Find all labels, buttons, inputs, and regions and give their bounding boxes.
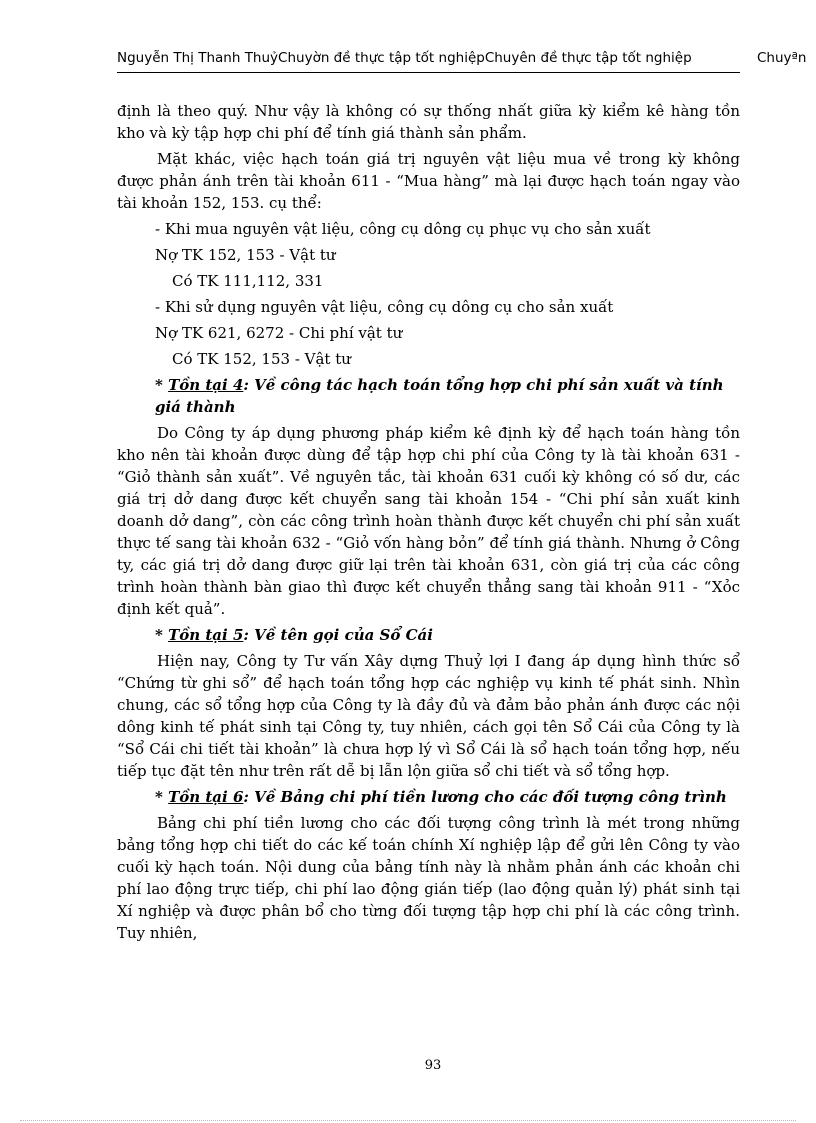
section-5-prefix: * [155, 626, 169, 644]
section-6-label: Tồn tại 6 [168, 788, 244, 806]
section-4-body: Do Công ty áp dụng phương pháp kiểm kê định kỳ để hạch toán hàng tồn kho nên tài khoản được dùng để tập hợp chi phí của Công ty là tài khoản 631 - “Giỏ thành sản xuất”. Về nguyên tắc, tài khoản 631 cuối kỳ không có số dư, các giá trị dở dang được kết chuyển sang tài khoản 154 - “Chi phí sản xuất kinh doanh dở dang”, còn các công trình hoàn thành được kết chuyển chi phí sản xuất thực tế sang tài khoản 632 - “Giỏ vốn hàng bỏn” để tính giá thành. Nhưng ở Công ty, các giá trị dở dang được giữ lại trên tài khoản 631, còn giá trị của các công trình hoàn thành bàn giao thì được kết chuyển thẳng sang tài khoản 911 - “Xỏc định kết quả”. [117, 424, 740, 618]
section-5-title: : Về tên gọi của Sổ Cái [243, 626, 433, 644]
section-heading-6 [117, 786, 740, 808]
header-left-text: Nguyễn Thị Thanh ThuỷChuyờn đề thực tập tốt nghiệpChuyên đề thực tập tốt nghiệp [117, 50, 692, 66]
section-4-title: : Về công tác hạch toán tổng hợp chi phí sản xuất và tính giá thành [155, 376, 724, 416]
paragraph-intro: định là theo quý. Như vậy là không có sự thống nhất giữa kỳ kiểm kê hàng tồn kho và kỳ tập hợp chi phí để tính giá thành sản phẩm. [117, 102, 740, 142]
section-6-prefix: * [155, 788, 169, 806]
section-heading-5 [117, 624, 740, 646]
header-rule [117, 72, 740, 73]
entry-debit-152: Nợ TK 152, 153 - Vật tư [155, 246, 336, 264]
section-6-title: : Về Bảng chi phí tiền lương cho các đối tượng công trình [243, 788, 727, 806]
section-6-body: Bảng chi phí tiền lương cho các đối tượng công trình là mét trong những bảng tổng hợp chi tiết do các kế toán chính Xí nghiệp lập để gửi lên Công ty vào cuối kỳ hạch toán. Nội dung của bảng tính này là nhằm phản ánh các khoản chi phí lao động trực tiếp, chi phí lao động gián tiếp (lao động quản lý) phát sinh tại Xí nghiệp và được phân bổ cho từng đối tượng tập hợp chi phí là các công trình. Tuy nhiên, [117, 814, 740, 942]
section-5-body: Hiện nay, Công ty Tư vấn Xây dựng Thuỷ lợi I đang áp dụng hình thức sổ “Chứng từ ghi sổ” để hạch toán tổng hợp các nghiệp vụ kinh tế phát sinh. Nhìn chung, các sổ tổng hợp của Công ty là đầy đủ và đảm bảo phản ánh được các nội dông kinh tế phát sinh tại Công ty, tuy nhiên, cách gọi tên Sổ Cái của Công ty là “Sổ Cái chi tiết tài khoản” là chưa hợp lý vì Sổ Cái là sổ hạch toán tổng hợp, nếu tiếp tục đặt tên như trên rất dễ bị lẫn lộn giữa sổ chi tiết và sổ tổng hợp. [117, 652, 740, 780]
document-body [117, 100, 740, 948]
section-4-prefix: * [155, 376, 169, 394]
section-heading-4 [117, 374, 740, 418]
page-header [117, 50, 807, 72]
entry-usage-note: - Khi sử dụng nguyên vật liệu, công cụ dông cụ cho sản xuất [155, 298, 614, 316]
footer-rule [20, 1120, 796, 1121]
entry-debit-621: Nợ TK 621, 6272 - Chi phí vật tư [155, 324, 403, 342]
paragraph-purchase: Mặt khác, việc hạch toán giá trị nguyên vật liệu mua về trong kỳ không được phản ánh trên tài khoản 611 - “Mua hàng” mà lại được hạch toán ngay vào tài khoản 152, 153. cụ thể: [117, 150, 740, 212]
entry-purchase-note: - Khi mua nguyên vật liệu, công cụ dông cụ phục vụ cho sản xuất [155, 220, 651, 238]
page-number: 93 [424, 1058, 442, 1073]
section-4-label: Tồn tại 4 [168, 376, 244, 394]
entry-credit-152: Có TK 152, 153 - Vật tư [172, 350, 351, 368]
header-right-text: Chuyªn [757, 50, 807, 66]
entry-credit-111: Có TK 111,112, 331 [172, 272, 324, 290]
section-5-label: Tồn tại 5 [168, 626, 244, 644]
